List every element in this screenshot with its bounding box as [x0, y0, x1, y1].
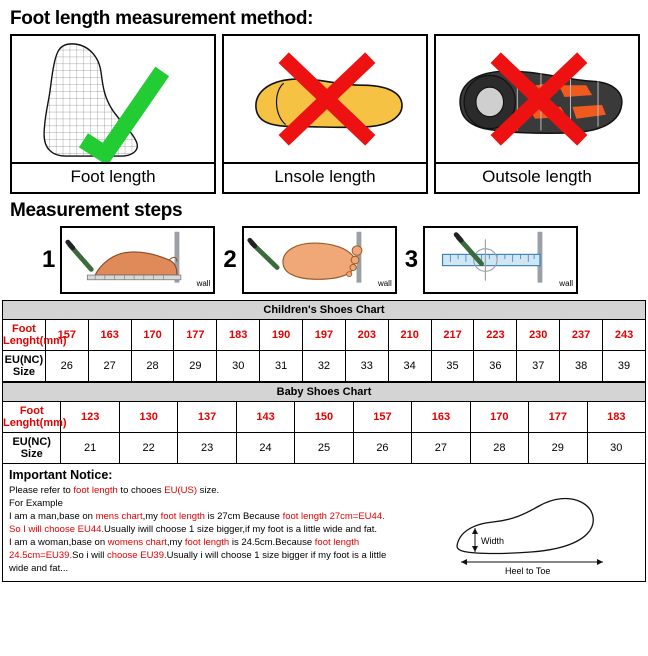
cell: 37 — [517, 351, 560, 382]
notice-text: ,my — [142, 511, 161, 522]
baby-foot-length-label: Foot Lenght(mm) — [3, 402, 61, 433]
page-root — [0, 8, 648, 656]
step-3-number: 3 — [404, 246, 419, 273]
outsole-icon — [436, 36, 638, 162]
insole-icon — [224, 36, 426, 162]
foot-measure-diagram — [439, 484, 629, 576]
steps-heading: Measurement steps — [10, 200, 183, 221]
notice-text-red: 24.5cm=EU39. — [9, 550, 73, 561]
notice-text: I am a man,base on — [9, 511, 96, 522]
notice-line-3 — [9, 510, 439, 523]
notice-text: I am a woman,base on — [9, 537, 108, 548]
cell: 210 — [388, 320, 431, 351]
baby-shoes-chart — [2, 382, 646, 464]
cell: 26 — [353, 433, 411, 464]
notice-text: to chooes — [117, 485, 165, 496]
notice-text: is 27cm Because — [204, 511, 283, 522]
cell: 137 — [178, 402, 236, 433]
cell: 29 — [174, 351, 217, 382]
notice-text: So i will — [72, 550, 107, 561]
cell: 143 — [236, 402, 294, 433]
cell: 34 — [388, 351, 431, 382]
notice-text: Usually iwill choose 1 size bigger,if my foot is a little wide and fat. — [104, 524, 378, 535]
cell: 23 — [178, 433, 236, 464]
children-eu-size-label: EU(NC) Size — [3, 351, 46, 382]
cell: 130 — [119, 402, 177, 433]
method-label-insole-length: Lnsole length — [224, 162, 426, 192]
notice-line-4 — [9, 523, 439, 536]
cell: 28 — [131, 351, 174, 382]
notice-text: is 24.5cm.Because — [229, 537, 315, 548]
notice-text: size. — [197, 485, 220, 496]
ruler-measure-icon — [425, 228, 576, 292]
step-1-number: 1 — [42, 246, 56, 273]
cell: 190 — [260, 320, 303, 351]
cell: 36 — [474, 351, 517, 382]
notice-line-5 — [9, 536, 439, 549]
notice-line-2: For Example — [9, 498, 63, 509]
step-2-box — [242, 226, 397, 294]
step-2-wall-label: wall — [377, 279, 392, 288]
baby-chart-title: Baby Shoes Chart — [3, 383, 646, 402]
step-1-box — [60, 226, 215, 294]
cell: 183 — [217, 320, 260, 351]
step-3-wall-label: wall — [559, 279, 574, 288]
cell: 183 — [587, 402, 645, 433]
children-shoes-chart — [2, 300, 646, 382]
notice-text-red: EU(US) — [164, 485, 198, 496]
step-1 — [42, 226, 215, 294]
cell: 157 — [353, 402, 411, 433]
diagram-heel-to-toe-label: Heel to Toe — [505, 566, 551, 576]
cell: 150 — [295, 402, 353, 433]
notice-body — [9, 484, 439, 575]
cell: 177 — [529, 402, 587, 433]
cell: 22 — [119, 433, 177, 464]
cell: 230 — [517, 320, 560, 351]
cell: 237 — [560, 320, 603, 351]
foot-bottom-icon — [244, 228, 395, 292]
method-label-outsole-length: Outsole length — [436, 162, 638, 192]
cell: 27 — [88, 351, 131, 382]
step-3 — [405, 226, 578, 294]
cell: 39 — [603, 351, 646, 382]
notice-text-red: foot length — [314, 537, 360, 548]
method-cell-insole-length — [222, 34, 428, 194]
method-label-foot-length: Foot length — [12, 162, 214, 192]
notice-text-red: foot length — [160, 511, 205, 522]
method-cell-foot-length — [10, 34, 216, 194]
foot-grid-icon — [12, 36, 214, 162]
baby-foot-length-row — [3, 402, 646, 433]
notice-text-red: So I will choose EU44. — [9, 524, 105, 535]
steps-row — [42, 226, 640, 294]
method-cell-outsole-length — [434, 34, 640, 194]
cell: 28 — [470, 433, 528, 464]
notice-text: Usually i will choose 1 size bigger if my foot is a little — [166, 550, 387, 561]
cell: 170 — [131, 320, 174, 351]
notice-text-red: foot length 27cm=EU44. — [282, 511, 385, 522]
notice-text: ,my — [166, 537, 185, 548]
notice-line-1 — [9, 484, 439, 497]
cell: 217 — [431, 320, 474, 351]
cell: 35 — [431, 351, 474, 382]
foot-outline-icon — [439, 484, 629, 576]
cell: 177 — [174, 320, 217, 351]
cell: 33 — [345, 351, 388, 382]
step-3-box — [423, 226, 578, 294]
notice-title: Important Notice: — [9, 468, 113, 482]
children-foot-length-label: Foot Lenght(mm) — [3, 320, 46, 351]
baby-eu-size-row — [3, 433, 646, 464]
notice-line-7: wide and fat... — [9, 563, 69, 574]
cell: 27 — [412, 433, 470, 464]
cell: 21 — [61, 433, 119, 464]
cell: 25 — [295, 433, 353, 464]
children-chart-title: Children's Shoes Chart — [3, 301, 646, 320]
notice-text-red: womens chart — [107, 537, 167, 548]
method-row — [10, 34, 640, 194]
cell: 197 — [303, 320, 346, 351]
cell: 38 — [560, 351, 603, 382]
cell: 26 — [45, 351, 88, 382]
cell: 157 — [45, 320, 88, 351]
cell: 29 — [529, 433, 587, 464]
cell: 31 — [260, 351, 303, 382]
foot-side-ruler-icon — [62, 228, 213, 292]
notice-text: Please refer to — [9, 485, 74, 496]
important-notice — [2, 464, 646, 582]
notice-text-red: choose EU39. — [106, 550, 167, 561]
children-foot-length-row — [3, 320, 646, 351]
cell: 163 — [412, 402, 470, 433]
cell: 24 — [236, 433, 294, 464]
cell: 123 — [61, 402, 119, 433]
cell: 170 — [470, 402, 528, 433]
notice-text-red: mens chart — [95, 511, 143, 522]
notice-text-red: foot length — [184, 537, 230, 548]
step-1-wall-label: wall — [196, 279, 211, 288]
cell: 243 — [603, 320, 646, 351]
children-chart-title-row — [3, 301, 646, 320]
diagram-width-label: Width — [481, 536, 505, 546]
cell: 223 — [474, 320, 517, 351]
method-heading: Foot length measurement method: — [10, 8, 314, 29]
cell: 32 — [303, 351, 346, 382]
cell: 30 — [587, 433, 645, 464]
baby-chart-title-row — [3, 383, 646, 402]
children-eu-size-row — [3, 351, 646, 382]
step-2 — [223, 226, 396, 294]
cell: 203 — [345, 320, 388, 351]
step-2-number: 2 — [223, 246, 237, 273]
cell: 30 — [217, 351, 260, 382]
notice-text-red: foot length — [73, 485, 118, 496]
baby-eu-size-label: EU(NC) Size — [3, 433, 61, 464]
notice-line-6 — [9, 549, 439, 562]
cell: 163 — [88, 320, 131, 351]
